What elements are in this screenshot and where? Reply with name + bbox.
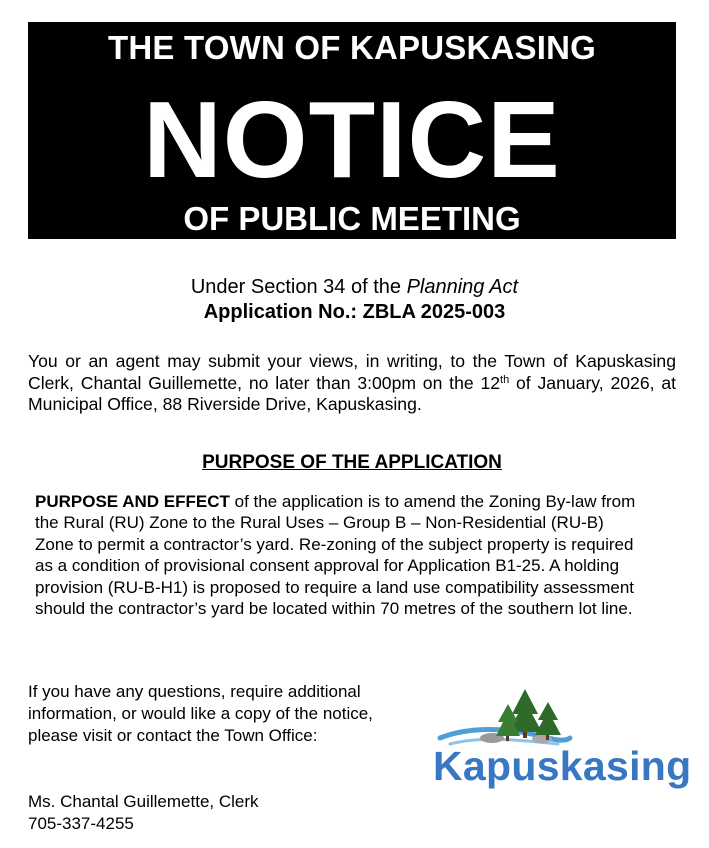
purpose-lead: PURPOSE AND EFFECT	[35, 492, 230, 511]
banner-town-title: THE TOWN OF KAPUSKASING	[108, 29, 596, 66]
purpose-paragraph	[35, 491, 647, 619]
purpose-heading: PURPOSE OF THE APPLICATION	[202, 452, 502, 473]
intro-ordinal: th	[500, 373, 510, 386]
contact-block	[28, 791, 259, 835]
intro-paragraph	[28, 351, 676, 416]
questions-paragraph: If you have any questions, require additional information, or would like a copy of the notice, please visit or contact the Town Office:	[28, 682, 373, 745]
application-number: Application No.: ZBLA 2025-003	[203, 301, 506, 323]
purpose-body: of the application is to amend the Zoning By-law from the Rural (RU) Zone to the Rural Uses – Group B – Non-Residential (RU-B) Zone to permit a contractor’s yard. Re-zoning of the subject property is required as a condition of provisional consent approval for Application B1-25. A holding provision (RU-B-H1) is proposed to require a land use compatibility assessment should the contractor’s yard be located within 70 metres of the southern lot line.	[35, 492, 636, 619]
notice-banner	[28, 22, 676, 239]
banner-notice-title: NOTICE	[143, 79, 561, 201]
intro-text-b: of January, 2026, at Municipal Office, 88 Riverside Drive, Kapuskasing.	[28, 372, 676, 414]
intro-text-a: You or an agent may submit your views, in writing, to the Town of Kapuskasing Clerk, Chantal Guillemette, no later than 3:00pm on the 12	[28, 351, 676, 393]
kapuskasing-logo	[430, 686, 700, 796]
act-name: Planning Act	[406, 276, 519, 298]
contact-phone: 705-337-4255	[28, 814, 134, 833]
section-prefix: Under Section 34 of the	[190, 276, 407, 298]
contact-name: Ms. Chantal Guillemette, Clerk	[28, 792, 259, 811]
planning-act-line	[0, 275, 709, 300]
logo-wordmark: Kapuskasing	[433, 743, 692, 789]
banner-meeting-title: OF PUBLIC MEETING	[183, 200, 521, 237]
